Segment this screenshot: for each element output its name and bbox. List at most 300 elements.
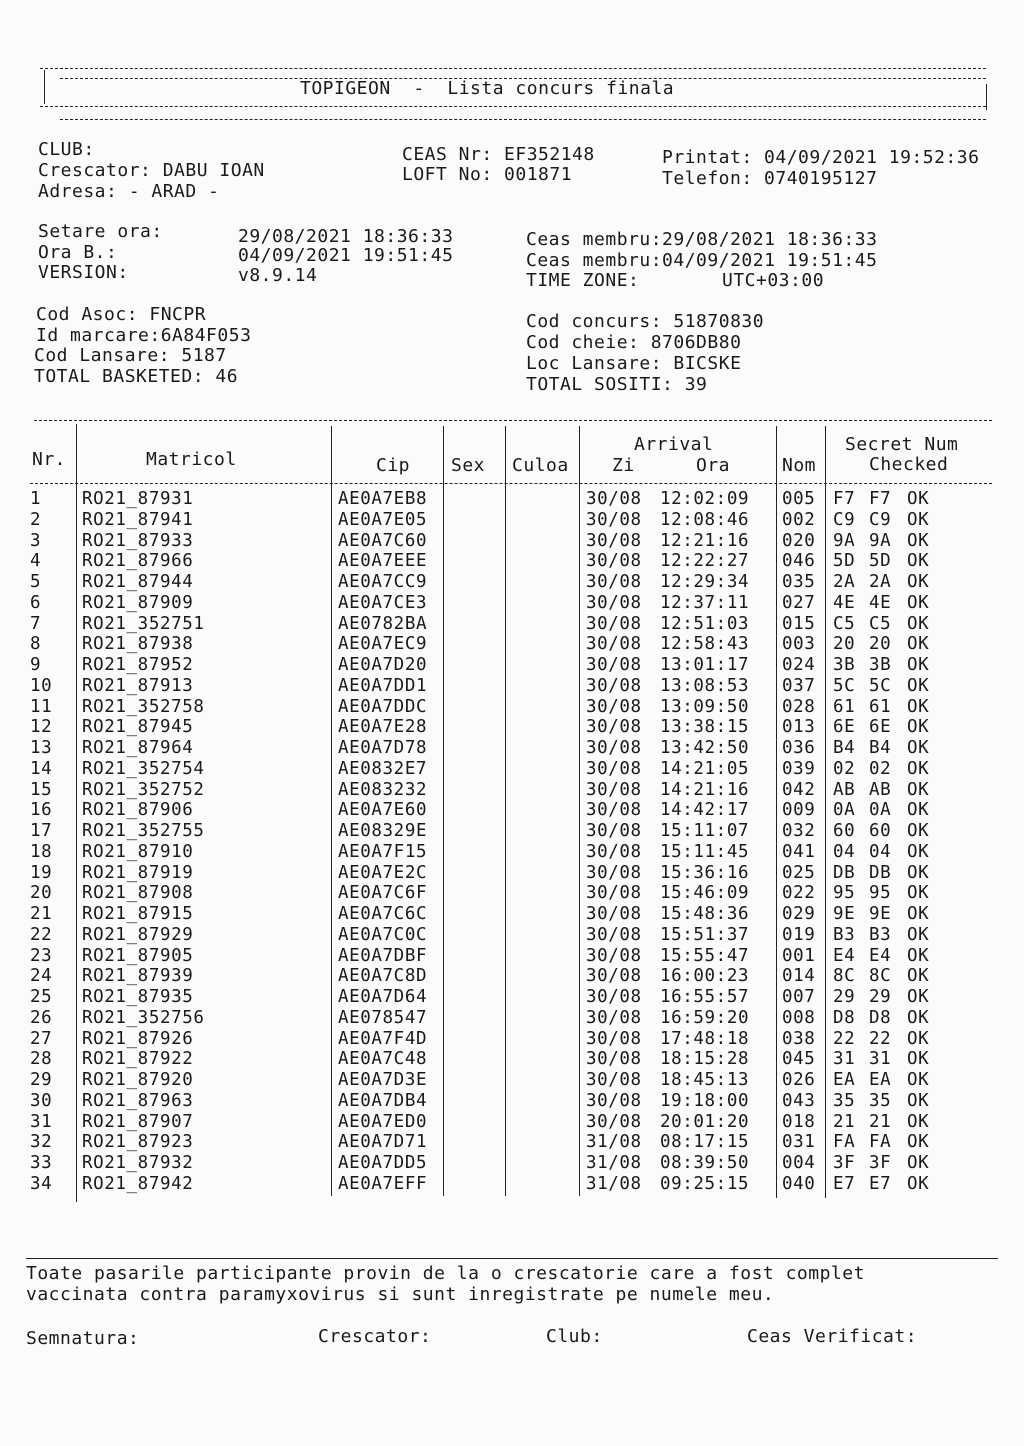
document-title: TOPIGEON - Lista concurs finala xyxy=(300,78,675,99)
row-number: 6 xyxy=(30,592,42,613)
row-matricol: RO21_87910 xyxy=(82,841,194,862)
row-arrival-time: 12:51:03 xyxy=(660,613,750,634)
col-header-cip: Cip xyxy=(376,455,411,476)
row-secret: AB xyxy=(833,779,856,800)
row-secret-checked: 5D xyxy=(869,551,892,572)
row-secret: 04 xyxy=(833,841,856,862)
row-arrival-day: 30/08 xyxy=(586,655,642,675)
row-arrival-time: 15:46:09 xyxy=(660,883,750,904)
row-secret: C9 xyxy=(833,509,856,530)
row-nom: 022 xyxy=(782,883,816,904)
row-arrival-day: 30/08 xyxy=(586,738,642,758)
row-matricol: RO21_87941 xyxy=(82,509,194,530)
table-row xyxy=(0,510,1024,531)
row-arrival-time: 16:59:20 xyxy=(660,1007,750,1028)
row-cip: AE0A7C6F xyxy=(338,883,428,904)
footer-rule xyxy=(26,1258,998,1259)
row-matricol: RO21_87933 xyxy=(82,530,194,551)
row-arrival-time: 17:48:18 xyxy=(660,1028,750,1049)
row-secret-checked: 5C xyxy=(869,675,892,696)
row-nom: 031 xyxy=(782,1132,816,1153)
row-secret: EA xyxy=(833,1070,856,1090)
row-secret: 22 xyxy=(833,1028,856,1049)
table-row xyxy=(0,966,1024,987)
row-matricol: RO21_87905 xyxy=(82,945,194,966)
row-nom: 045 xyxy=(782,1049,816,1070)
row-nom: 046 xyxy=(782,551,816,572)
setare-ora-label: Setare ora: xyxy=(38,221,163,242)
row-arrival-time: 13:09:50 xyxy=(660,696,750,717)
row-arrival-time: 12:37:11 xyxy=(660,592,750,613)
row-matricol: RO21_87952 xyxy=(82,655,194,675)
row-number: 8 xyxy=(30,634,42,655)
row-cip: AE08329E xyxy=(338,821,428,841)
row-cip: AE0A7DB4 xyxy=(338,1090,428,1111)
row-secret-checked: 31 xyxy=(869,1049,892,1070)
telefon-info: Telefon: 0740195127 xyxy=(662,168,878,189)
table-row xyxy=(0,1112,1024,1133)
row-arrival-time: 12:22:27 xyxy=(660,551,750,572)
row-number: 15 xyxy=(30,779,53,800)
row-arrival-time: 13:08:53 xyxy=(660,675,750,696)
row-nom: 014 xyxy=(782,966,816,987)
row-arrival-day: 30/08 xyxy=(586,1090,642,1111)
row-check-status: OK xyxy=(907,1090,930,1111)
row-number: 23 xyxy=(30,945,53,966)
row-nom: 038 xyxy=(782,1028,816,1049)
row-check-status: OK xyxy=(907,717,930,738)
row-check-status: OK xyxy=(907,904,930,924)
row-nom: 027 xyxy=(782,592,816,613)
row-matricol: RO21_352758 xyxy=(82,696,205,717)
table-row xyxy=(0,531,1024,552)
version-value: v8.9.14 xyxy=(238,265,318,286)
row-matricol: RO21_87909 xyxy=(82,592,194,613)
row-arrival-day: 30/08 xyxy=(586,717,642,738)
row-matricol: RO21_87932 xyxy=(82,1153,194,1173)
row-matricol: RO21_87942 xyxy=(82,1173,194,1194)
row-nom: 007 xyxy=(782,987,816,1007)
row-nom: 019 xyxy=(782,924,816,945)
table-row xyxy=(0,904,1024,925)
row-secret-checked: EA xyxy=(869,1070,892,1090)
row-nom: 028 xyxy=(782,696,816,717)
table-row xyxy=(0,1070,1024,1091)
row-number: 29 xyxy=(30,1070,53,1090)
row-cip: AE0A7F4D xyxy=(338,1028,428,1049)
row-cip: AE0A7D64 xyxy=(338,987,428,1007)
row-arrival-time: 16:55:57 xyxy=(660,987,750,1007)
row-secret: E4 xyxy=(833,945,856,966)
row-secret: FA xyxy=(833,1132,856,1153)
table-row xyxy=(0,842,1024,863)
row-number: 25 xyxy=(30,987,53,1007)
row-check-status: OK xyxy=(907,572,930,592)
row-secret-checked: 29 xyxy=(869,987,892,1007)
table-top-border xyxy=(34,420,992,421)
row-matricol: RO21_87945 xyxy=(82,717,194,738)
ceas-nr: CEAS Nr: EF352148 xyxy=(402,144,595,165)
row-nom: 008 xyxy=(782,1007,816,1028)
table-row xyxy=(0,614,1024,635)
row-cip: AE0A7CC9 xyxy=(338,572,428,592)
row-secret-checked: 35 xyxy=(869,1090,892,1111)
row-cip: AE0A7E60 xyxy=(338,800,428,821)
row-arrival-day: 30/08 xyxy=(586,758,642,779)
row-check-status: OK xyxy=(907,696,930,717)
adresa-info: Adresa: - ARAD - xyxy=(38,181,220,202)
row-arrival-time: 09:25:15 xyxy=(660,1173,750,1194)
row-arrival-time: 18:15:28 xyxy=(660,1049,750,1070)
row-check-status: OK xyxy=(907,655,930,675)
row-number: 16 xyxy=(30,800,53,821)
row-number: 2 xyxy=(30,509,42,530)
table-row xyxy=(0,1049,1024,1070)
table-row xyxy=(0,946,1024,967)
table-row xyxy=(0,572,1024,593)
row-arrival-day: 30/08 xyxy=(586,551,642,572)
row-number: 4 xyxy=(30,551,42,572)
table-row xyxy=(0,1008,1024,1029)
row-arrival-day: 30/08 xyxy=(586,800,642,821)
row-arrival-day: 30/08 xyxy=(586,1070,642,1090)
row-secret-checked: 9E xyxy=(869,904,892,924)
row-cip: AE0A7DDC xyxy=(338,696,428,717)
row-cip: AE0A7C60 xyxy=(338,530,428,551)
row-number: 3 xyxy=(30,530,42,551)
row-check-status: OK xyxy=(907,862,930,883)
row-arrival-time: 13:42:50 xyxy=(660,738,750,758)
row-secret: 95 xyxy=(833,883,856,904)
row-cip: AE083232 xyxy=(338,779,428,800)
row-secret-checked: 22 xyxy=(869,1028,892,1049)
row-check-status: OK xyxy=(907,1007,930,1028)
row-arrival-time: 14:21:05 xyxy=(660,758,750,779)
ora-b-label: Ora B.: xyxy=(38,242,118,263)
row-secret: 9E xyxy=(833,904,856,924)
row-arrival-time: 14:42:17 xyxy=(660,800,750,821)
row-cip: AE0A7D71 xyxy=(338,1132,428,1153)
table-row xyxy=(0,987,1024,1008)
row-secret-checked: 60 xyxy=(869,821,892,841)
row-nom: 024 xyxy=(782,655,816,675)
row-arrival-day: 30/08 xyxy=(586,530,642,551)
row-check-status: OK xyxy=(907,1028,930,1049)
row-number: 21 xyxy=(30,904,53,924)
row-number: 12 xyxy=(30,717,53,738)
row-check-status: OK xyxy=(907,613,930,634)
row-arrival-time: 15:11:07 xyxy=(660,821,750,841)
row-arrival-time: 15:48:36 xyxy=(660,904,750,924)
row-matricol: RO21_87929 xyxy=(82,924,194,945)
row-nom: 042 xyxy=(782,779,816,800)
row-number: 26 xyxy=(30,1007,53,1028)
row-arrival-day: 30/08 xyxy=(586,987,642,1007)
row-secret-checked: 61 xyxy=(869,696,892,717)
col-header-secret-num: Secret Num xyxy=(845,434,959,455)
setare-ora-value: 29/08/2021 18:36:33 xyxy=(238,226,454,247)
row-number: 5 xyxy=(30,572,42,592)
row-secret-checked: B3 xyxy=(869,924,892,945)
row-secret: F7 xyxy=(833,489,856,509)
row-check-status: OK xyxy=(907,800,930,821)
row-secret: D8 xyxy=(833,1007,856,1028)
row-arrival-day: 30/08 xyxy=(586,675,642,696)
row-secret-checked: E7 xyxy=(869,1173,892,1194)
row-nom: 026 xyxy=(782,1070,816,1090)
row-arrival-time: 16:00:23 xyxy=(660,966,750,987)
total-sositi: TOTAL SOSITI: 39 xyxy=(526,374,708,395)
row-matricol: RO21_87907 xyxy=(82,1111,194,1132)
row-nom: 043 xyxy=(782,1090,816,1111)
row-cip: AE0832E7 xyxy=(338,758,428,779)
row-number: 32 xyxy=(30,1132,53,1153)
id-marcare: Id marcare:6A84F053 xyxy=(36,325,252,346)
total-basketed: TOTAL BASKETED: 46 xyxy=(34,366,239,387)
row-nom: 013 xyxy=(782,717,816,738)
col-header-nom: Nom xyxy=(782,455,817,476)
row-check-status: OK xyxy=(907,821,930,841)
ceas-membru-2: Ceas membru:04/09/2021 19:51:45 xyxy=(526,250,878,271)
row-check-status: OK xyxy=(907,779,930,800)
row-secret-checked: C5 xyxy=(869,613,892,634)
row-arrival-day: 30/08 xyxy=(586,613,642,634)
row-arrival-day: 30/08 xyxy=(586,904,642,924)
row-check-status: OK xyxy=(907,1070,930,1090)
row-number: 9 xyxy=(30,655,42,675)
table-row xyxy=(0,634,1024,655)
row-secret-checked: 20 xyxy=(869,634,892,655)
row-arrival-day: 30/08 xyxy=(586,945,642,966)
row-arrival-day: 30/08 xyxy=(586,1111,642,1132)
row-cip: AE0A7DBF xyxy=(338,945,428,966)
row-secret-checked: 04 xyxy=(869,841,892,862)
row-cip: AE0A7D78 xyxy=(338,738,428,758)
row-arrival-time: 20:01:20 xyxy=(660,1111,750,1132)
table-row xyxy=(0,863,1024,884)
row-check-status: OK xyxy=(907,883,930,904)
row-secret: 31 xyxy=(833,1049,856,1070)
table-row xyxy=(0,780,1024,801)
row-cip: AE0A7CE3 xyxy=(338,592,428,613)
row-arrival-day: 30/08 xyxy=(586,634,642,655)
row-secret: 35 xyxy=(833,1090,856,1111)
row-matricol: RO21_352751 xyxy=(82,613,205,634)
row-secret-checked: AB xyxy=(869,779,892,800)
row-number: 20 xyxy=(30,883,53,904)
table-row xyxy=(0,1091,1024,1112)
row-matricol: RO21_87915 xyxy=(82,904,194,924)
col-header-arrival: Arrival xyxy=(634,434,714,455)
row-secret: 29 xyxy=(833,987,856,1007)
row-check-status: OK xyxy=(907,1132,930,1153)
cod-cheie: Cod cheie: 8706DB80 xyxy=(526,332,742,353)
row-arrival-time: 12:58:43 xyxy=(660,634,750,655)
row-secret-checked: E4 xyxy=(869,945,892,966)
row-secret: 60 xyxy=(833,821,856,841)
row-number: 1 xyxy=(30,489,42,509)
row-nom: 001 xyxy=(782,945,816,966)
col-header-matricol: Matricol xyxy=(146,449,237,470)
col-header-checked: Checked xyxy=(869,454,949,475)
row-check-status: OK xyxy=(907,1173,930,1194)
version-label: VERSION: xyxy=(38,262,129,283)
row-matricol: RO21_87926 xyxy=(82,1028,194,1049)
row-matricol: RO21_87908 xyxy=(82,883,194,904)
table-header-bottom-border xyxy=(30,483,992,484)
row-arrival-day: 30/08 xyxy=(586,592,642,613)
cod-concurs: Cod concurs: 51870830 xyxy=(526,311,765,332)
row-nom: 020 xyxy=(782,530,816,551)
row-check-status: OK xyxy=(907,592,930,613)
row-check-status: OK xyxy=(907,634,930,655)
row-check-status: OK xyxy=(907,1049,930,1070)
row-secret: 20 xyxy=(833,634,856,655)
table-row xyxy=(0,1153,1024,1174)
row-check-status: OK xyxy=(907,489,930,509)
row-number: 31 xyxy=(30,1111,53,1132)
row-secret-checked: 4E xyxy=(869,592,892,613)
row-nom: 041 xyxy=(782,841,816,862)
row-nom: 029 xyxy=(782,904,816,924)
row-number: 27 xyxy=(30,1028,53,1049)
row-arrival-time: 15:55:47 xyxy=(660,945,750,966)
row-secret: 3B xyxy=(833,655,856,675)
row-check-status: OK xyxy=(907,530,930,551)
row-cip: AE0782BA xyxy=(338,613,428,634)
table-row xyxy=(0,676,1024,697)
crescator-info: Crescator: DABU IOAN xyxy=(38,160,265,181)
row-number: 24 xyxy=(30,966,53,987)
col-header-zi: Zi xyxy=(612,455,635,476)
row-secret-checked: 8C xyxy=(869,966,892,987)
row-secret-checked: 2A xyxy=(869,572,892,592)
row-arrival-time: 12:08:46 xyxy=(660,509,750,530)
row-nom: 018 xyxy=(782,1111,816,1132)
row-arrival-day: 31/08 xyxy=(586,1132,642,1153)
header-left-edge xyxy=(44,70,45,104)
row-number: 19 xyxy=(30,862,53,883)
row-secret: 5C xyxy=(833,675,856,696)
table-row xyxy=(0,883,1024,904)
row-number: 17 xyxy=(30,821,53,841)
col-header-sex: Sex xyxy=(451,455,486,476)
table-row xyxy=(0,489,1024,510)
row-arrival-time: 08:39:50 xyxy=(660,1153,750,1173)
row-cip: AE0A7C8D xyxy=(338,966,428,987)
row-arrival-time: 12:02:09 xyxy=(660,489,750,509)
header-right-edge xyxy=(986,84,987,110)
row-matricol: RO21_87922 xyxy=(82,1049,194,1070)
row-arrival-day: 30/08 xyxy=(586,883,642,904)
row-check-status: OK xyxy=(907,675,930,696)
row-check-status: OK xyxy=(907,1153,930,1173)
row-secret: 6E xyxy=(833,717,856,738)
row-check-status: OK xyxy=(907,551,930,572)
row-secret: 21 xyxy=(833,1111,856,1132)
row-arrival-day: 30/08 xyxy=(586,572,642,592)
row-arrival-time: 18:45:13 xyxy=(660,1070,750,1090)
table-row xyxy=(0,738,1024,759)
row-cip: AE0A7DD5 xyxy=(338,1153,428,1173)
row-arrival-day: 30/08 xyxy=(586,841,642,862)
row-number: 11 xyxy=(30,696,53,717)
row-check-status: OK xyxy=(907,987,930,1007)
row-matricol: RO21_87931 xyxy=(82,489,194,509)
table-row xyxy=(0,1174,1024,1195)
row-arrival-time: 19:18:00 xyxy=(660,1090,750,1111)
row-arrival-time: 12:21:16 xyxy=(660,530,750,551)
row-secret: 61 xyxy=(833,696,856,717)
row-number: 10 xyxy=(30,675,53,696)
row-matricol: RO21_87920 xyxy=(82,1070,194,1090)
table-row xyxy=(0,759,1024,780)
row-secret-checked: C9 xyxy=(869,509,892,530)
header-top-border xyxy=(40,68,986,69)
row-check-status: OK xyxy=(907,966,930,987)
row-secret: 0A xyxy=(833,800,856,821)
row-matricol: RO21_87906 xyxy=(82,800,194,821)
row-matricol: RO21_352756 xyxy=(82,1007,205,1028)
row-arrival-day: 30/08 xyxy=(586,924,642,945)
row-cip: AE0A7E05 xyxy=(338,509,428,530)
row-cip: AE0A7C0C xyxy=(338,924,428,945)
row-arrival-day: 30/08 xyxy=(586,696,642,717)
row-number: 13 xyxy=(30,738,53,758)
row-secret-checked: 21 xyxy=(869,1111,892,1132)
row-nom: 025 xyxy=(782,862,816,883)
col-header-nr: Nr. xyxy=(32,449,67,470)
row-cip: AE0A7EB8 xyxy=(338,489,428,509)
row-secret: C5 xyxy=(833,613,856,634)
row-cip: AE0A7E2C xyxy=(338,862,428,883)
row-arrival-time: 15:11:45 xyxy=(660,841,750,862)
row-check-status: OK xyxy=(907,1111,930,1132)
row-matricol: RO21_87935 xyxy=(82,987,194,1007)
col-header-culoa: Culoa xyxy=(512,455,569,476)
row-secret-checked: 3F xyxy=(869,1153,892,1173)
ceas-verificat-label: Ceas Verificat: xyxy=(747,1326,918,1347)
ceas-membru-1: Ceas membru:29/08/2021 18:36:33 xyxy=(526,229,878,250)
row-secret-checked: 0A xyxy=(869,800,892,821)
row-arrival-day: 30/08 xyxy=(586,1049,642,1070)
row-secret-checked: F7 xyxy=(869,489,892,509)
row-arrival-day: 30/08 xyxy=(586,1007,642,1028)
row-check-status: OK xyxy=(907,509,930,530)
row-matricol: RO21_87913 xyxy=(82,675,194,696)
row-nom: 002 xyxy=(782,509,816,530)
ora-b-value: 04/09/2021 19:51:45 xyxy=(238,245,454,266)
row-arrival-time: 15:36:16 xyxy=(660,862,750,883)
crescator-signature-label: Crescator: xyxy=(318,1326,432,1347)
table-row xyxy=(0,1029,1024,1050)
row-secret-checked: DB xyxy=(869,862,892,883)
row-nom: 039 xyxy=(782,758,816,779)
row-secret: 4E xyxy=(833,592,856,613)
row-matricol: RO21_352755 xyxy=(82,821,205,841)
row-matricol: RO21_87944 xyxy=(82,572,194,592)
row-number: 34 xyxy=(30,1173,53,1194)
row-nom: 032 xyxy=(782,821,816,841)
header-right-bottom-border xyxy=(60,119,986,120)
row-secret-checked: 95 xyxy=(869,883,892,904)
table-row xyxy=(0,593,1024,614)
row-secret: E7 xyxy=(833,1173,856,1194)
row-check-status: OK xyxy=(907,841,930,862)
row-cip: AE0A7C6C xyxy=(338,904,428,924)
table-row xyxy=(0,1132,1024,1153)
row-nom: 015 xyxy=(782,613,816,634)
